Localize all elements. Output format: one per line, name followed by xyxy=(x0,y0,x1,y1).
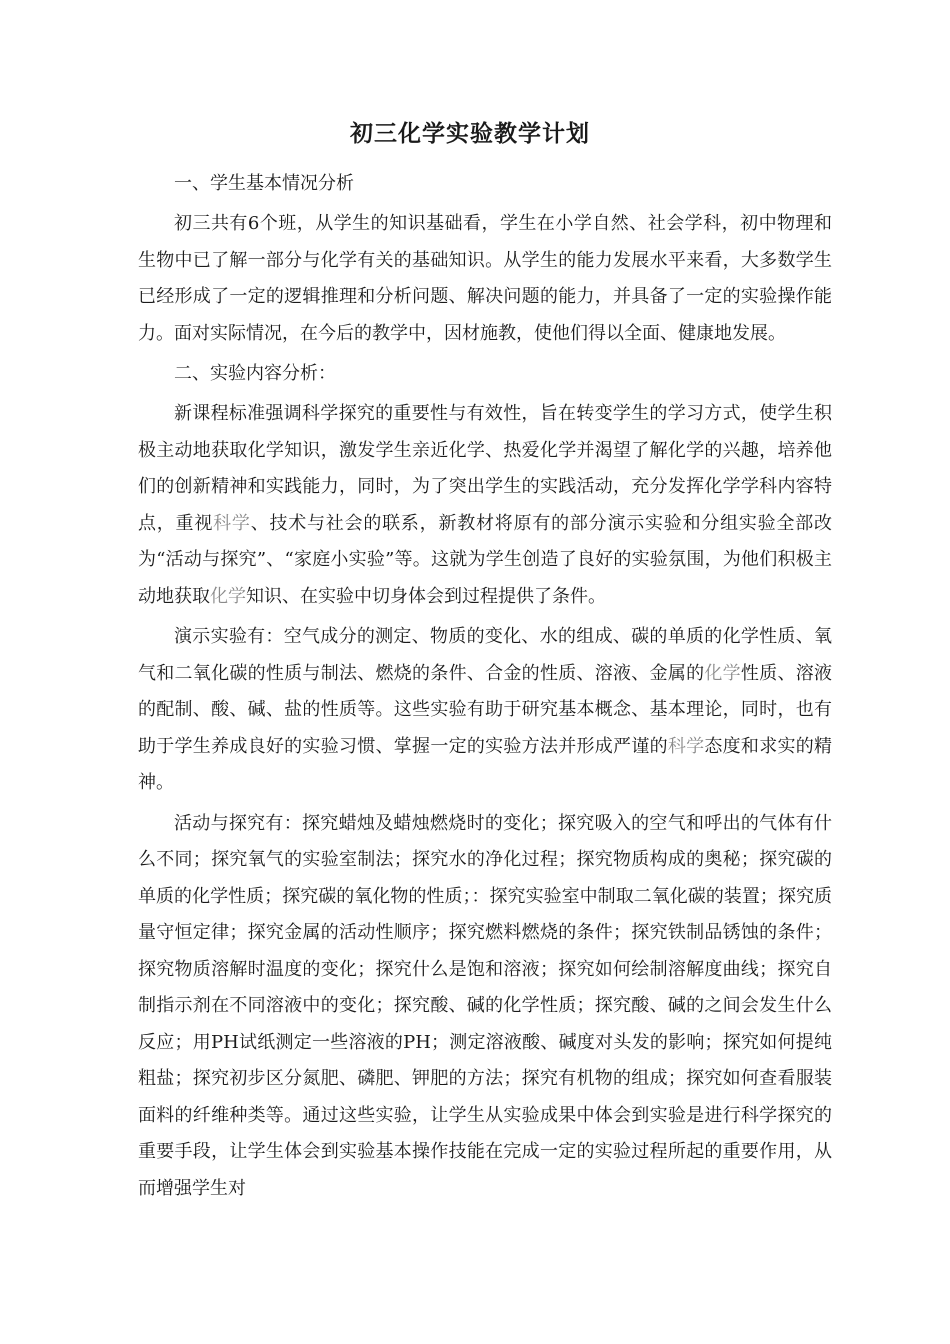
document-title: 初三化学实验教学计划 xyxy=(350,120,590,147)
highlighted-term: 科学 xyxy=(213,512,251,534)
text-segment: 知识、在实验中切身体会到过程提供了条件。 xyxy=(246,585,606,607)
text-segment: 演示实验有：空气成分的测定、物质的变化、水的组成、碳的单质的化学性质、氧气和二氧化碳的性质与制法、燃烧的条件、合金的性质、溶液、金属的 xyxy=(138,626,832,684)
paragraph-new-curriculum xyxy=(138,396,832,615)
section-heading-student-analysis: 一、学生基本情况分析 xyxy=(174,173,354,194)
text-segment: 新课程标准强调科学探究的重要性与有效性，旨在转变学生的学习方式，使学生积极主动地获取化学知识，激发学生亲近化学、热爱化学并渴望了解化学的兴趣，培养他们的创新精神和实践能力，同时，为了突出学生的实践活动，充分发挥化学学科内容特点，重视 xyxy=(138,403,832,534)
highlighted-term: 化学 xyxy=(210,585,246,607)
highlighted-term: 科学 xyxy=(667,735,705,757)
text-segment: 态度和求实的精神。 xyxy=(138,735,833,793)
text-segment: 、技术与社会的联系，新教材将原有的部分演示实验和分组实验全部改为“活动与探究”、“家庭小实验”等。这就为学生创造了良好的实验氛围，为他们积极主动地获取 xyxy=(138,512,833,607)
paragraph-demonstration-experiments xyxy=(138,619,832,802)
text-segment: 性质、溶液的配制、酸、碱、盐的性质等。这些实验有助于研究基本概念、基本理论，同时，也有助于学生养成良好的实验习惯、掌握一定的实验方法并形成严谨的 xyxy=(138,662,833,757)
section-heading-experiment-content: 二、实验内容分析： xyxy=(174,363,336,384)
highlighted-term: 化学 xyxy=(704,662,741,684)
document-page xyxy=(138,112,832,1211)
paragraph-student-analysis: 初三共有6个班，从学生的知识基础看，学生在小学自然、社会学科，初中物理和生物中已了解一部分与化学有关的基础知识。从学生的能力发展水平来看，大多数学生已经形成了一定的逻辑推理和分析问题、解决问题的能力，并具备了一定的实验操作能力。面对实际情况，在今后的教学中，因材施教，使他们得以全面、健康地发展。 xyxy=(138,213,832,344)
paragraph-activities-and-inquiry: 活动与探究有：探究蜡烛及蜡烛燃烧时的变化；探究吸入的空气和呼出的气体有什么不同；探究氧气的实验室制法；探究水的净化过程；探究物质构成的奥秘；探究碳的单质的化学性质；探究碳的氧化物的性质；：探究实验室中制取二氧化碳的装置；探究质量守恒定律；探究金属的活动性顺序；探究燃料燃烧的条件；探究铁制品锈蚀的条件；探究物质溶解时温度的变化；探究什么是饱和溶液；探究如何绘制溶解度曲线；探究自制指示剂在不同溶液中的变化；探究酸、碱的化学性质；探究酸、碱的之间会发生什么反应；用PH试纸测定一些溶液的PH；测定溶液酸、碱度对头发的影响；探究如何提纯粗盐；探究初步区分氮肥、磷肥、钾肥的方法；探究有机物的组成；探究如何查看服装面料的纤维种类等。通过这些实验，让学生从实验成果中体会到实验是进行科学探究的重要手段，让学生体会到实验基本操作技能在完成一定的实验过程所起的重要作用，从而增强学生对 xyxy=(138,812,832,1199)
